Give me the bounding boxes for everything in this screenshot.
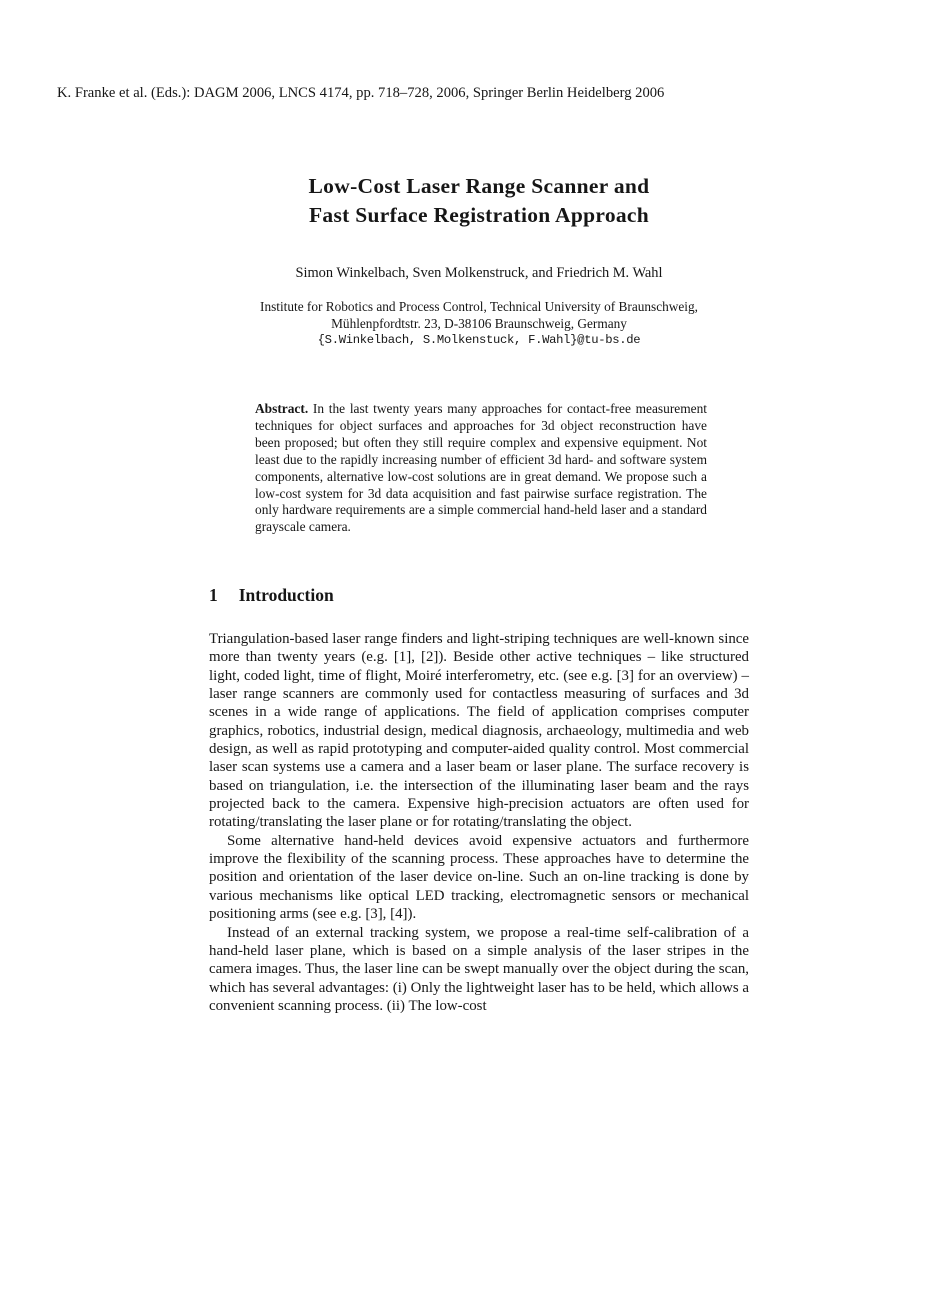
abstract-label: Abstract. bbox=[255, 401, 309, 416]
section-heading-introduction bbox=[209, 585, 334, 606]
body-text bbox=[209, 630, 749, 1015]
abstract-text: In the last twenty years many approaches for contact-free measurement techniques for object surfaces and approaches for 3d object reconstruction have been proposed; but often they still require complex and expensive equipment. Not least due to the rapidly increasing number of efficient 3d hard- and software system components, alternative low-cost solutions are in great demand. We propose such a low-cost system for 3d data acquisition and fast pairwise surface registration. The only hardware requirements are a simple commercial hand-held laser and a standard grayscale camera. bbox=[255, 401, 707, 535]
section-number: 1 bbox=[209, 585, 218, 605]
affiliation-line2: Mühlenpfordtstr. 23, D-38106 Braunschweig, Germany bbox=[331, 316, 627, 331]
authors-line: Simon Winkelbach, Sven Molkenstruck, and Friedrich M. Wahl bbox=[295, 265, 663, 281]
text-column bbox=[209, 0, 749, 1309]
authors-email: {S.Winkelbach, S.Molkenstuck, F.Wahl}@tu-bs.de bbox=[317, 333, 641, 347]
paper-title bbox=[209, 172, 749, 229]
abstract-block bbox=[255, 401, 707, 536]
paper-title-line1: Low-Cost Laser Range Scanner and bbox=[308, 174, 650, 198]
affiliation-line1: Institute for Robotics and Process Control, Technical University of Braunschweig, bbox=[260, 299, 698, 314]
section-title: Introduction bbox=[238, 585, 334, 605]
paper-title-line2: Fast Surface Registration Approach bbox=[308, 202, 650, 227]
running-header: K. Franke et al. (Eds.): DAGM 2006, LNCS 4174, pp. 718–728, 2006, Springer Berlin Heidelberg 2006 bbox=[57, 85, 665, 101]
affiliation-block bbox=[209, 298, 749, 349]
paragraph-1: Triangulation-based laser range finders and light-striping techniques are well-known since more than twenty years (e.g. [1], [2]). Beside other active techniques – like structured light, coded light, time of flight, Moiré interferometry, etc. (see e.g. [3] for an overview) – laser range scanners are commonly used for contactless measuring of surfaces and 3d scenes in a wide range of applications. The field of application comprises computer graphics, robotics, industrial design, medical diagnosis, archaeology, multimedia and web design, as well as rapid prototyping and computer-aided quality control. Most commercial laser scan systems use a camera and a laser beam or laser plane. The surface recovery is based on triangulation, i.e. the intersection of the illuminating laser beam and the rays projected back to the camera. Expensive high-precision actuators are often used for rotating/translating the laser plane or for rotating/translating the object. bbox=[209, 631, 749, 831]
paragraph-2: Some alternative hand-held devices avoid expensive actuators and furthermore improve the flexibility of the scanning process. These approaches have to determine the position and orientation of the laser device on-line. Such an on-line tracking is done by various mechanisms like optical LED tracking, electromagnetic sensors or mechanical positioning arms (see e.g. [3], [4]). bbox=[209, 832, 749, 923]
paragraph-3: Instead of an external tracking system, we propose a real-time self-calibration of a hand-held laser plane, which is based on a simple analysis of the laser stripes in the camera images. Thus, the laser line can be swept manually over the object during the scan, which has several advantages: (i) Only the lightweight laser has to be held, which allows a convenient scanning process. (ii) The low-cost bbox=[209, 924, 749, 1014]
